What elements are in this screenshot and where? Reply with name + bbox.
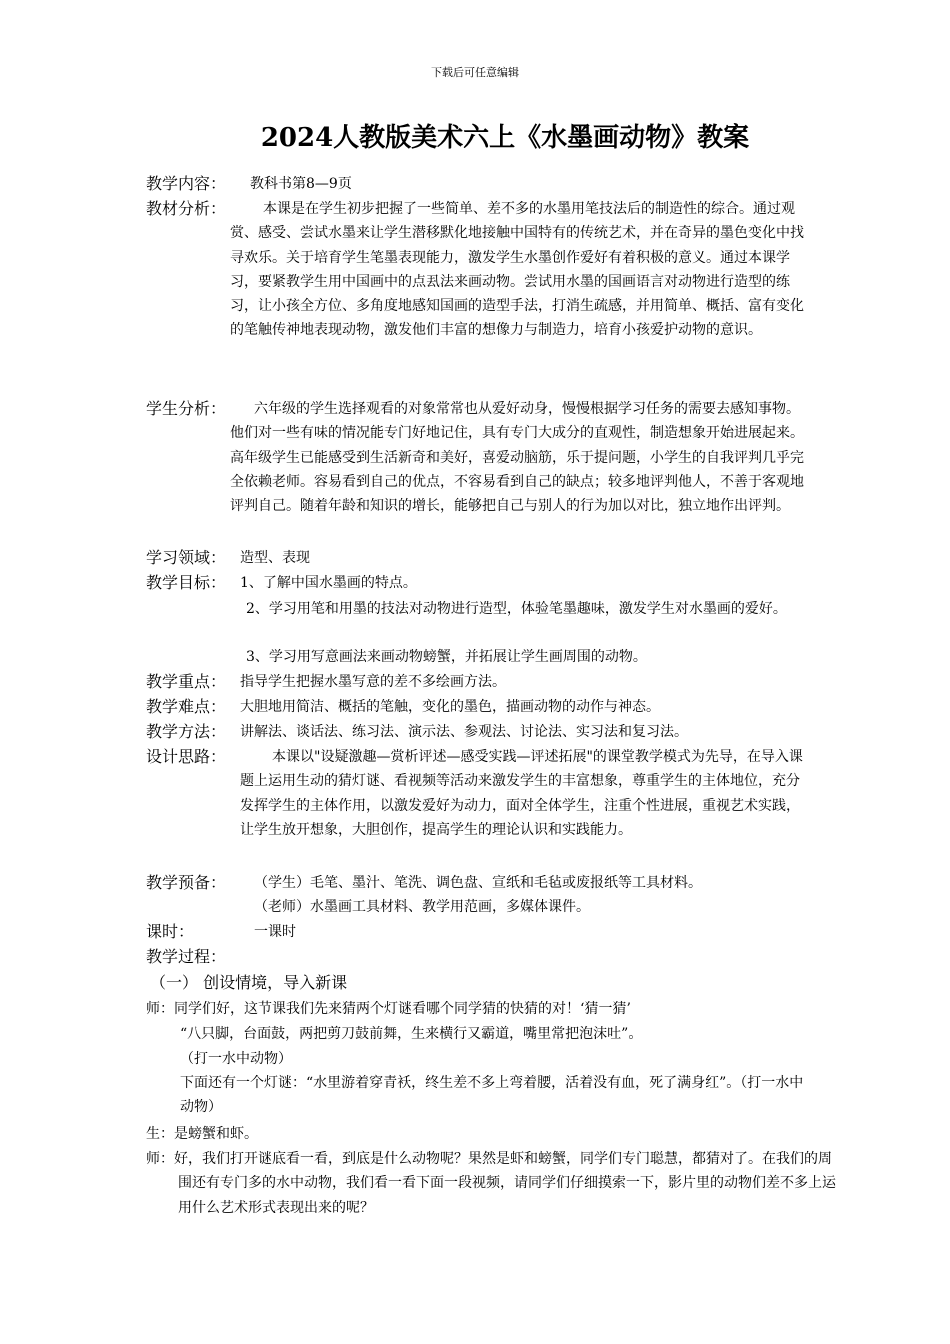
domain-label: 学习领域： (146, 548, 227, 567)
teacher-line-1: 师：同学们好，这节课我们先来猜两个灯谜看哪个同学猜的快猜的对！‘猜一猜’ (146, 1001, 631, 1017)
goal-item-3: 3、学习用写意画法来画动物螃蟹，并拓展让学生画周围的动物。 (246, 649, 647, 665)
difficulty-text: 大胆地用简洁、概括的笔触，变化的墨色，描画动物的动作与神态。 (240, 699, 660, 715)
methods-text: 讲解法、谈话法、练习法、演示法、参观法、讨论法、实习法和复习法。 (240, 724, 688, 740)
hours-text: 一课时 (254, 924, 296, 940)
prep-label: 教学预备： (146, 873, 227, 892)
material-label: 教材分析： (146, 199, 227, 218)
difficulty-label: 教学难点： (146, 697, 227, 716)
student-answer: 生：是螃蟹和虾。 (146, 1126, 258, 1142)
content-label: 教学内容： (146, 174, 227, 193)
goal-item-2: 2、学习用笔和用墨的技法对动物进行造型，体验笔墨趣味，激发学生对水墨画的爱好。 (246, 601, 787, 617)
student-text: 六年级的学生选择观看的对象常常也从爱好动身，慢慢根据学习任务的需要去感知事物。他们对一些有味的情况能专门好地记住，具有专门大成分的直观性，制造想象开始进展起来。高年级学生已能感受到生活新奇和美好，喜爱动脑筋，乐于提问题，小学生的自我评判几乎完全依赖老师。容易看到自己的优点，不容易看到自己的缺点；较多地评判他人，不善于客观地评判自己。随着年龄和知识的增长，能够把自己与别人的行为加以对比，独立地作出评判。 (230, 401, 804, 515)
goal-item-1: 1、了解中国水墨画的特点。 (240, 575, 417, 591)
domain-text: 造型、表现 (240, 550, 310, 566)
document-title: 2024人教版美术六上《水墨画动物》教案 (260, 123, 750, 153)
prep-item-students: （学生）毛笔、墨汁、笔洗、调色盘、宣纸和毛毡或废报纸等工具材料。 (254, 875, 702, 891)
riddle-1: “八只脚，台面鼓，两把剪刀鼓前舞，生来横行又霸道，嘴里常把泡沫吐”。 (180, 1026, 643, 1042)
page-header: 下载后可任意编辑 (431, 66, 519, 79)
hours-label: 课时： (146, 922, 195, 941)
riddle-2: 下面还有一个灯谜：“水里游着穿青袄，终生差不多上弯着腰，活着没有血，死了满身红”。（打一水中动物） (180, 1075, 804, 1116)
design-label: 设计思路： (146, 747, 227, 766)
riddle-1-hint: （打一水中动物） (180, 1051, 292, 1067)
methods-label: 教学方法： (146, 722, 227, 741)
process-label: 教学过程： (146, 947, 227, 966)
material-text: 本课是在学生初步把握了一些简单、差不多的水墨用笔技法后的制造性的综合。通过观赏、感受、尝试水墨来让学生潜移默化地接触中国特有的传统艺术，并在奇异的墨色变化中找寻欢乐。关于培育学生笔墨表现能力，激发学生水墨创作爱好有着积极的意义。通过本课学习，要紧教学生用中国画中的点厾法来画动物。尝试用水墨的国画语言对动物进行造型的练习，让小孩全方位、多角度地感知国画的造型手法，打消生疏感，并用简单、概括、富有变化的笔触传神地表现动物，激发他们丰富的想像力与制造力，培育小孩爱护动物的意识。 (230, 201, 804, 339)
prep-item-teacher: （老师）水墨画工具材料、教学用范画，多媒体课件。 (254, 899, 590, 915)
key-text: 指导学生把握水墨写意的差不多绘画方法。 (240, 674, 506, 690)
goals-label: 教学目标： (146, 573, 227, 592)
content-text: 教科书第8—9页 (250, 176, 352, 192)
teacher-line-2: 师：好，我们打开谜底看一看，到底是什么动物呢？果然是虾和螃蟹，同学们专门聪慧，都猜对了。在我们的周围还有专门多的水中动物，我们看一看下面一段视频，请同学们仔细摸索一下，影片里的动物们差不多上运用什么艺术形式表现出来的呢？ (146, 1151, 836, 1216)
step-1-heading: （一） 创设情境，导入新课 (150, 973, 348, 992)
key-label: 教学重点： (146, 672, 227, 691)
student-label: 学生分析： (146, 399, 227, 418)
design-text: 本课以"设疑激趣—赏析评述—感受实践—评述拓展"的课堂教学模式为先导，在导入课题上运用生动的猜灯谜、看视频等活动来激发学生的丰富想象，尊重学生的主体地位，充分发挥学生的主体作用，以激发爱好为动力，面对全体学生，注重个性进展，重视艺术实践，让学生放开想象，大胆创作，提高学生的理论认识和实践能力。 (240, 749, 803, 838)
